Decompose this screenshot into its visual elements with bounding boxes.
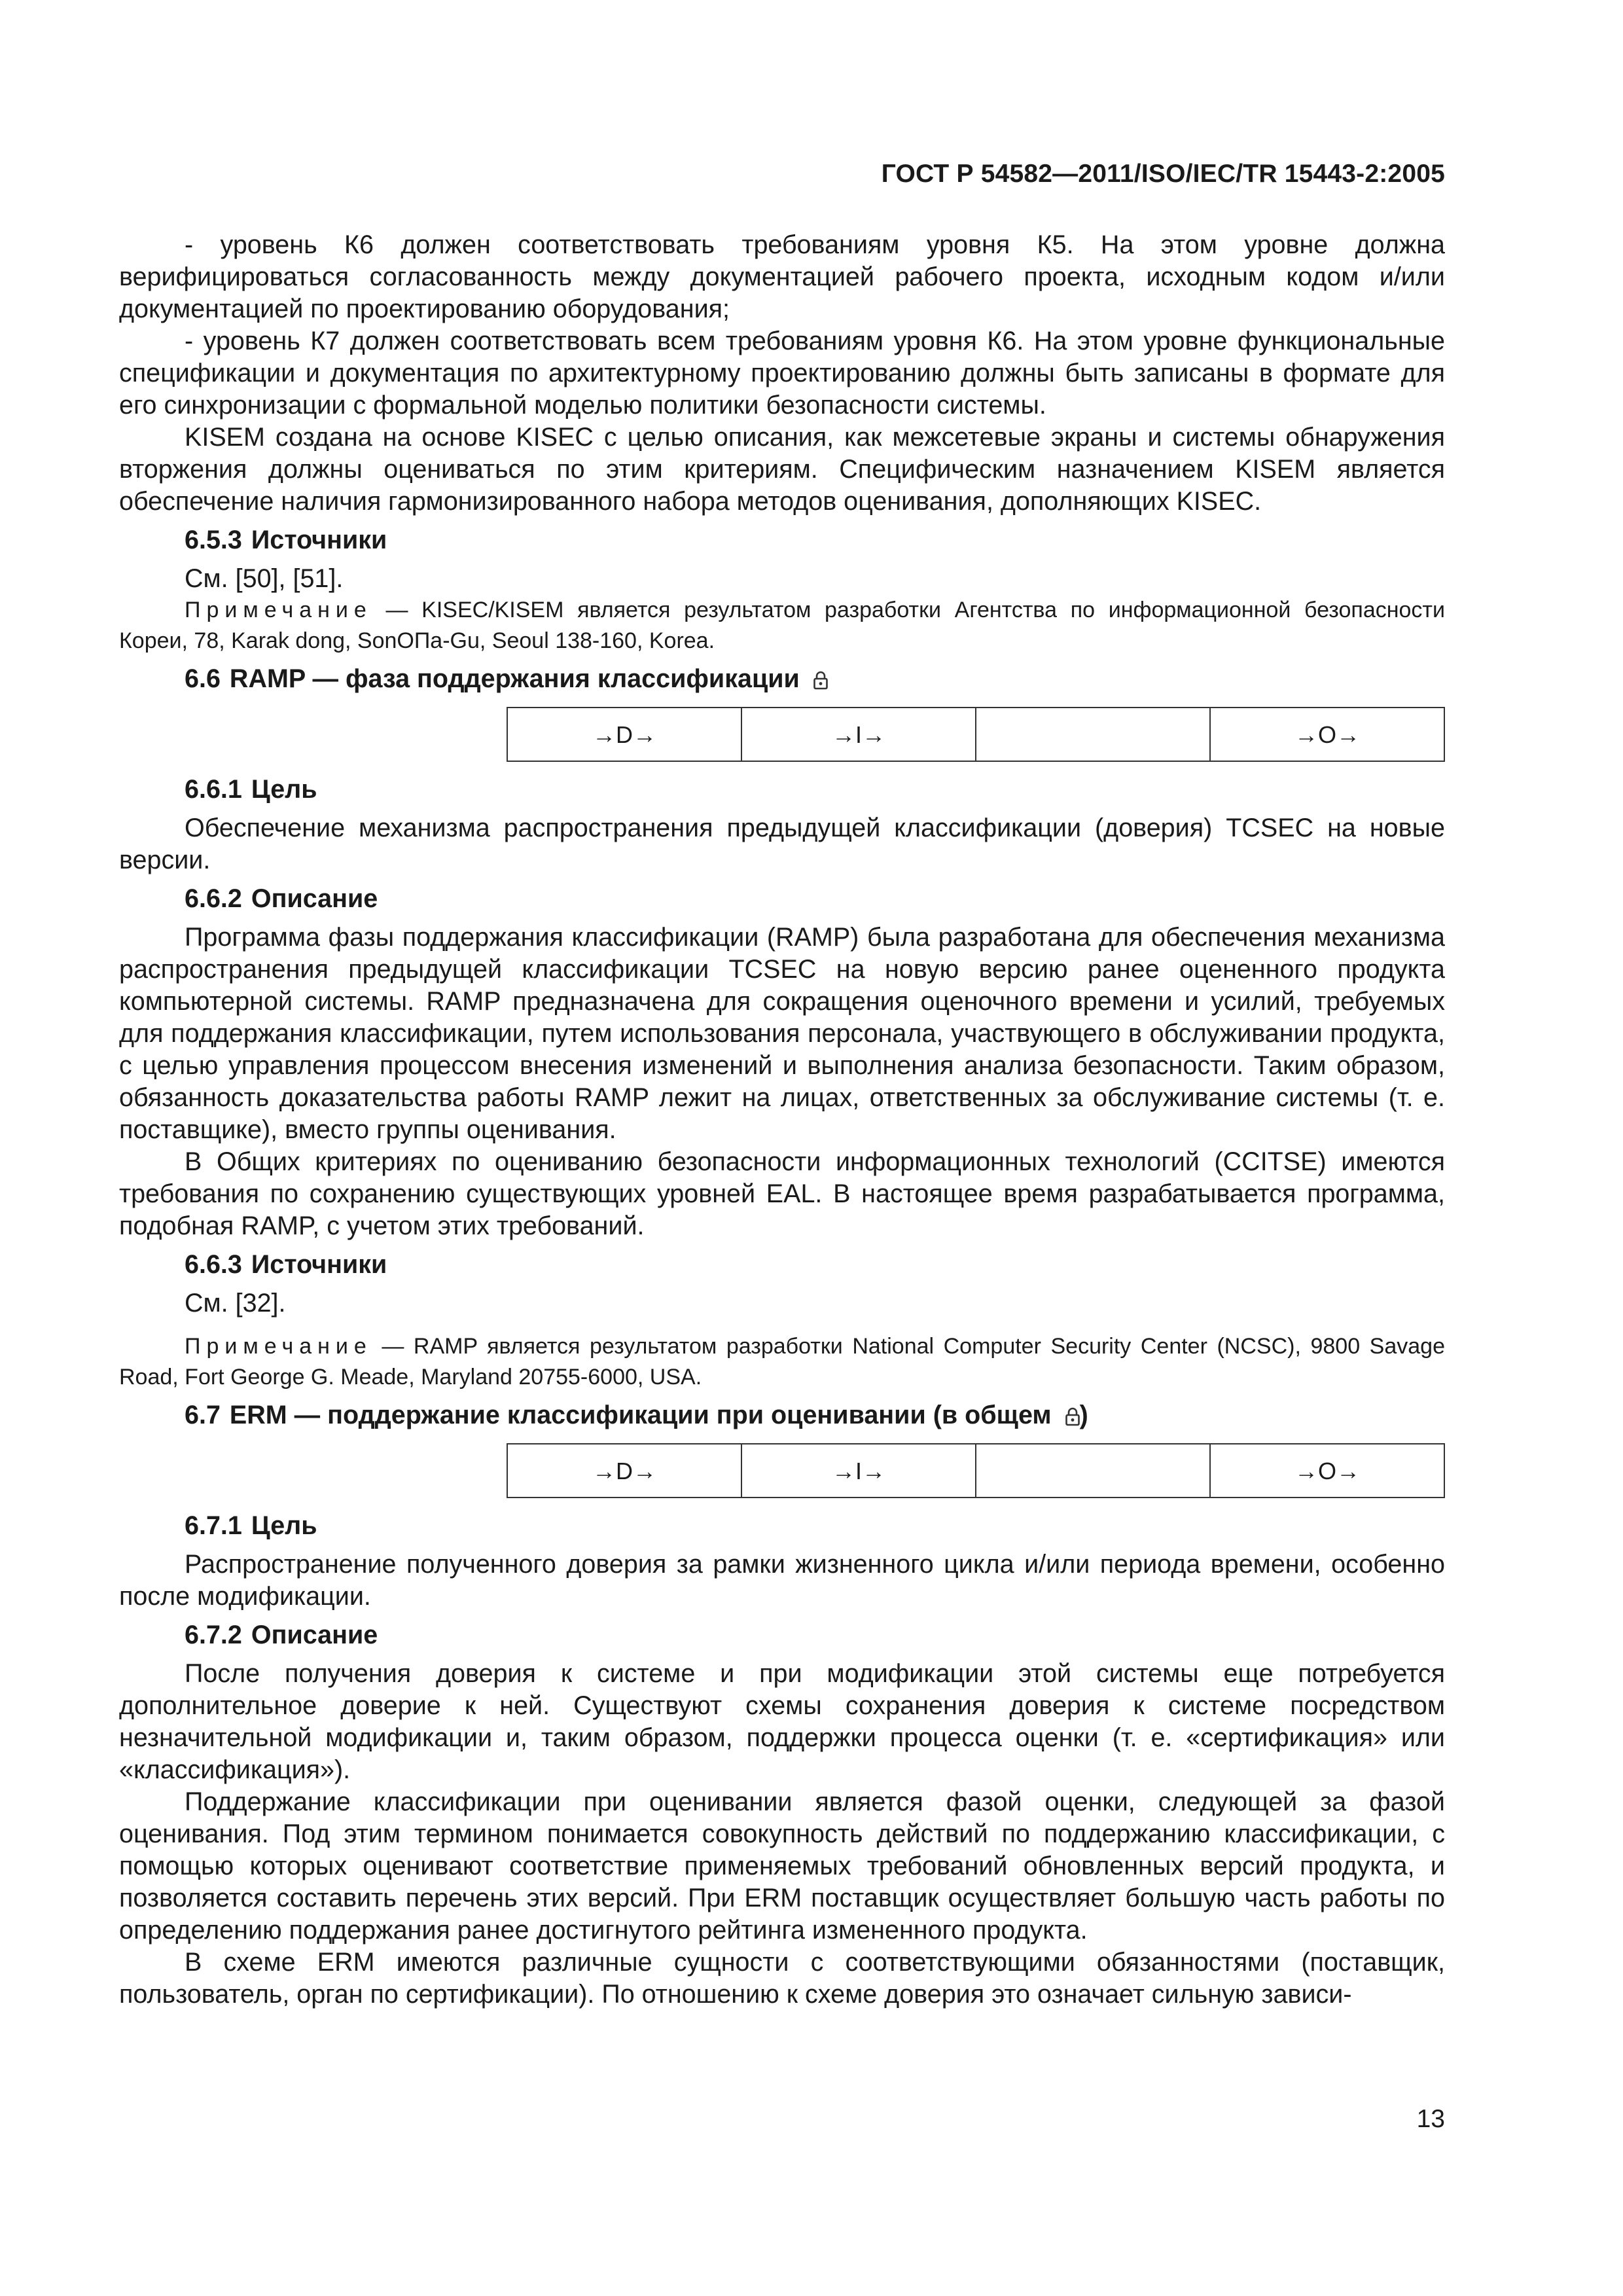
paragraph: Поддержание классификации при оценивании является фазой оценки, следующей за фазой оценивания. Под этим термином понимается совокупность действий по поддержанию классификации, с помощью которых оценивают соответствие применяемых требований обновленных версий продукта, и позволяется составить перечень этих версий. При ERM поставщик осуществляет большую часть работы по определению поддержания ранее достигнутого рейтинга измененного продукта. [119,1787,1445,1945]
note-label: Примечание [185,598,372,622]
paragraph: KISEM создана на основе KISEC с целью описания, как межсетевые экраны и системы обнаружения вторжения должны оцениваться по этим критериям. Специфическим назначением KISEM является обеспечение наличия гармонизированного набора методов оценивания, дополняющих KISEC. [119,423,1445,516]
note-text: — RAMP является результатом разработки National Computer Security Center (NCSC), 9800 Savage Road, Fort George G. Meade, Maryland 20755-6000, USA. [119,1334,1445,1390]
note [119,1331,1445,1393]
section-heading-6-6-3 [119,1249,1445,1281]
section-heading-6-6 [119,663,1445,695]
paragraph: В Общих критериях по оцениванию безопасности информационных технологий (CCITSE) имеются требования по сохранению существующих уровней EAL. В настоящее время разрабатывается программа, подобная RAMP, с учетом этих требований. [119,1147,1445,1240]
section-title: Описание [251,1621,378,1649]
paragraph: См. [32]. [185,1289,286,1318]
paragraph: В схеме ERM имеются различные сущности с соответствующими обязанностями (поставщик, пользователь, орган по сертификации). По отношению к схеме доверия это означает сильную зависи- [119,1948,1445,2009]
paragraph: Программа фазы поддержания классификации (RAMP) была разработана для обеспечения механизма распространения предыдущей классификации TCSEC на новую версию ранее оцененного продукта компьютерной системы. RAMP предназначена для сокращения оценочного времени и усилий, требуемых для поддержания классификации, путем использования персонала, участвующего в обслуживании продукта, с целью управления процессом внесения изменений и выполнения анализа безопасности. Таким образом, обязанность доказательства работы RAMP лежит на лицах, ответственных за обслуживание системы (т. е. поставщике), вместо группы оценивания. [119,923,1445,1144]
note [119,595,1445,656]
section-number: 6.6.1 [185,775,242,804]
section-number: 6.7.2 [185,1621,242,1649]
paragraph: Распространение полученного доверия за рамки жизненного цикла и/или периода времени, особенно после модификации. [119,1550,1445,1611]
note-text: — KISEC/KISEM является результатом разработки Агентства по информационной безопасности Кореи, 78, Karak dong, SonОПа-Gu, Seoul 138-160, Korea. [119,598,1445,653]
section-number: 6.6 [185,664,221,693]
section-title: Цель [251,775,317,804]
section-number: 6.7 [185,1401,221,1429]
section-heading-6-5-3 [119,524,1445,556]
phase-table-erm [507,1443,1445,1498]
section-number: 6.6.2 [185,884,242,913]
page-content [119,229,1445,2011]
phase-cell-operation: →O→ [1210,1444,1444,1498]
section-title: ERM — поддержание классификации при оценивании (в общем [229,1401,1052,1429]
phase-cell-operation: →O→ [1210,708,1444,761]
paragraph: После получения доверия к системе и при модификации этой системы еще потребуется дополнительное доверие к ней. Существуют схемы сохранения доверия к системе посредством незначительной модификации и, таким образом, поддержки процесса оценки (т. е. «сертификация» или «классификация»). [119,1659,1445,1784]
phase-cell-empty [976,1444,1210,1498]
note-label: Примечание [185,1334,372,1359]
section-title: Цель [251,1511,317,1540]
paragraph: Обеспечение механизма распространения предыдущей классификации (доверия) TCSEC на новые версии. [119,814,1445,874]
phase-cell-development: →D→ [507,708,741,761]
section-number: 6.6.3 [185,1250,242,1279]
paragraph: - уровень К6 должен соответствовать требованиям уровня К5. На этом уровне должна верифицироваться согласованность между документацией рабочего проекта, исходным кодом и/или документацией по проектированию оборудования; [119,230,1445,323]
section-heading-6-7 [119,1399,1445,1431]
padlock-icon [813,670,828,690]
phase-cell-empty [976,708,1210,761]
section-number: 6.7.1 [185,1511,242,1540]
phase-table-ramp [507,707,1445,762]
section-title: RAMP — фаза поддержания классификации [229,664,800,693]
section-number: 6.5.3 [185,526,242,554]
section-title-close: ) [1079,1401,1088,1429]
phase-cell-integration: →I→ [741,1444,976,1498]
section-heading-6-7-1 [119,1510,1445,1542]
section-heading-6-6-1 [119,774,1445,806]
paragraph: - уровень К7 должен соответствовать всем требованиям уровня К6. На этом уровне функциональные спецификации и документация по архитектурному проектированию должны быть записаны в формате для его синхронизации с формальной моделью политики безопасности системы. [119,327,1445,420]
section-heading-6-6-2 [119,883,1445,915]
section-title: Описание [251,884,378,913]
paragraph: См. [50], [51]. [185,564,344,593]
section-title: Источники [251,526,387,554]
page-number: 13 [1416,2105,1445,2133]
phase-cell-development: →D→ [507,1444,741,1498]
section-title: Источники [251,1250,387,1279]
padlock-icon [1065,1407,1080,1426]
standard-header: ГОСТ Р 54582—2011/ISO/IEC/TR 15443-2:2005 [881,160,1445,188]
section-heading-6-7-2 [119,1619,1445,1651]
phase-cell-integration: →I→ [741,708,976,761]
